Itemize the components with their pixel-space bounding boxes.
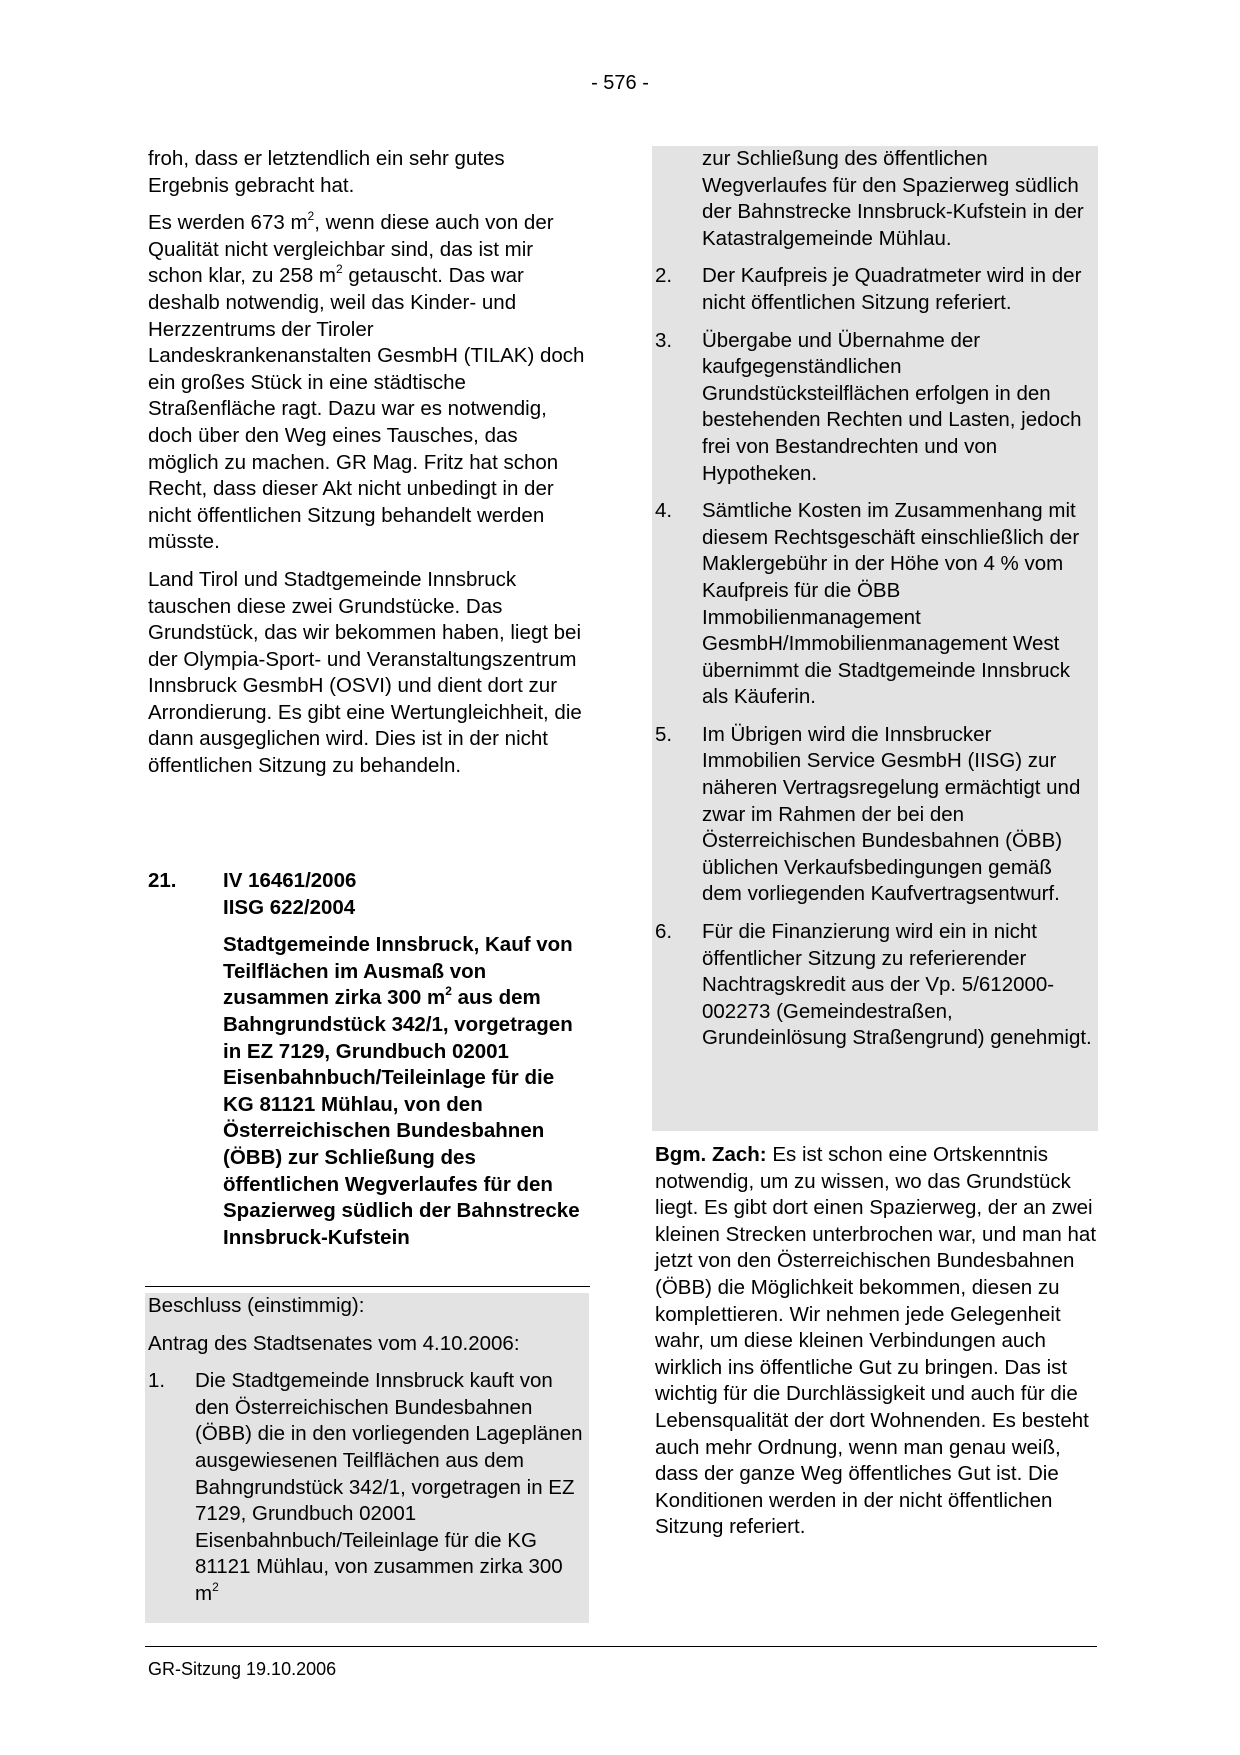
footer-divider — [145, 1646, 1097, 1647]
agenda-ref: IISG 622/2004 — [223, 895, 356, 919]
left-column — [148, 146, 588, 791]
decision-block — [145, 1293, 589, 1623]
list-item: 6. Für die Finanzierung wird ein in nicht öffentlicher Sitzung zu referierender Nachtragskredit aus der Vp. 5/612000-002273 (Gemeindestraßen, Grundeinlösung Straßengrund) genehmigt. — [655, 920, 1092, 1050]
list-item: 2. Der Kaufpreis je Quadratmeter wird in der nicht öffentlichen Sitzung referiert. — [655, 264, 1082, 314]
paragraph: Land Tirol und Stadtgemeinde Innsbruck tauschen diese zwei Grundstücke. Das Grundstück, das wir bekommen haben, liegt bei der Olympia-Sport- und Veranstaltungszentrum Innsbruck GesmbH (OSVI) und dient dort zur Arrondierung. Es gibt eine Wertungleichheit, die dann ausgeglichen wird. Dies ist in der nicht öffentlichen Sitzung zu behandeln. — [148, 567, 582, 778]
agenda-item — [148, 868, 588, 1251]
list-item: 3. Übergabe und Übernahme der kaufgegenständlichen Grundstücksteilflächen erfolgen in den bestehenden Rechten und Lasten, jedoch frei von Bestandrechten und von Hypotheken. — [655, 328, 1082, 485]
list-item: 4. Sämtliche Kosten im Zusammenhang mit diesem Rechtsgeschäft einschließlich der Maklergebühr in der Höhe von 4 % vom Kaufpreis für die ÖBB Immobilienmanagement GesmbH/Immobilienmanagement West übernimmt die Stadtgemeinde Innsbruck als Käuferin. — [655, 499, 1080, 709]
speech-paragraph — [655, 1142, 1097, 1541]
page-number: - 576 - — [591, 72, 649, 94]
divider — [145, 1286, 590, 1287]
paragraph: Es werden 673 $m^2$, wenn diese auch von der Qualität nicht vergleichbar sind, das ist mir schon klar, zu 258 $m^2$ getauscht. Das war deshalb notwendig, weil das Kinder- und Herzzentrums der Tiroler Landeskrankenanstalten GesmbH (TILAK) doch ein großes Stück in eine städtische Straßenfläche ragt. Dazu war es notwendig, doch über den Weg eines Tausches, das möglich zu machen. GR Mag. Fritz hat schon Recht, dass dieser Akt nicht unbedingt in der nicht öffentlichen Sitzung behandelt werden müsste. — [148, 209, 585, 554]
footer-text: GR-Sitzung 19.10.2006 — [148, 1659, 337, 1679]
speaker-name: Bgm. Zach: — [655, 1143, 767, 1166]
list-item: 5. Im Übrigen wird die Innsbrucker Immobilien Service GesmbH (IISG) zur näheren Vertragsregelung ermächtigt und zwar im Rahmen der bei den Österreichischen Bundesbahnen (ÖBB) üblichen Verkaufsbedingungen gemäß dem vorliegenden Kaufvertragsentwurf. — [655, 722, 1081, 906]
agenda-title: Stadtgemeinde Innsbruck, Kauf von Teilflächen im Ausmaß von zusammen zirka 300 $m^2$ aus dem Bahngrundstück 342/1, vorgetragen in EZ 7129, Grundbuch 02001 Eisenbahnbuch/Teileinlage für die KG 81121 Mühlau, von den Österreichischen Bundesbahnen (ÖBB) zur Schließung des öffentlichen Wegverlaufes für den Spazierweg südlich der Bahnstrecke Innsbruck-Kufstein — [223, 933, 580, 1249]
list-item: 1. Die Stadtgemeinde Innsbruck kauft von den Österreichischen Bundesbahnen (ÖBB) die in den vorliegenden Lageplänen ausgewiesenen Teilflächen aus dem Bahngrundstück 342/1, vorgetragen in EZ 7129, Grundbuch 02001 Eisenbahnbuch/Teileinlage für die KG 81121 Mühlau, von zusammen zirka 300 $m^2$ — [148, 1369, 583, 1605]
motion-label: Antrag des Stadtsenates vom 4.10.2006: — [148, 1331, 520, 1355]
decision-continuation — [652, 146, 1098, 1131]
agenda-number: 21. — [148, 869, 177, 892]
speech-text: Es ist schon eine Ortskenntnis notwendig, um zu wissen, wo das Grundstück liegt. Es gibt dort einen Spazierweg, der an zwei kleinen Strecken unterbrochen war, und man hat jetzt von den Österreichischen Bundesbahnen (ÖBB) die Möglichkeit bekommen, diesen zu komplettieren. Wir nehmen jede Gelegenheit wahr, um diese kleinen Verbindungen auch wirklich ins öffentliche Gut zu bringen. Das ist wichtig für die Durchlässigkeit und auch für die Lebensqualität der dort Wohnenden. Es besteht auch mehr Ordnung, wenn man genau weiß, dass der ganze Weg öffentliches Gut ist. Die Konditionen werden in der nicht öffentlichen Sitzung referiert. — [655, 1143, 1097, 1539]
decision-label: Beschluss (einstimmig): — [148, 1294, 365, 1317]
list-item-continuation: zur Schließung des öffentlichen Wegverlaufes für den Spazierweg südlich der Bahnstrecke Innsbruck-Kufstein in der Katastralgemeinde Mühlau. — [702, 147, 1084, 250]
paragraph: froh, dass er letztendlich ein sehr gutes Ergebnis gebracht hat. — [148, 147, 505, 197]
agenda-ref: IV 16461/2006 — [223, 869, 357, 892]
